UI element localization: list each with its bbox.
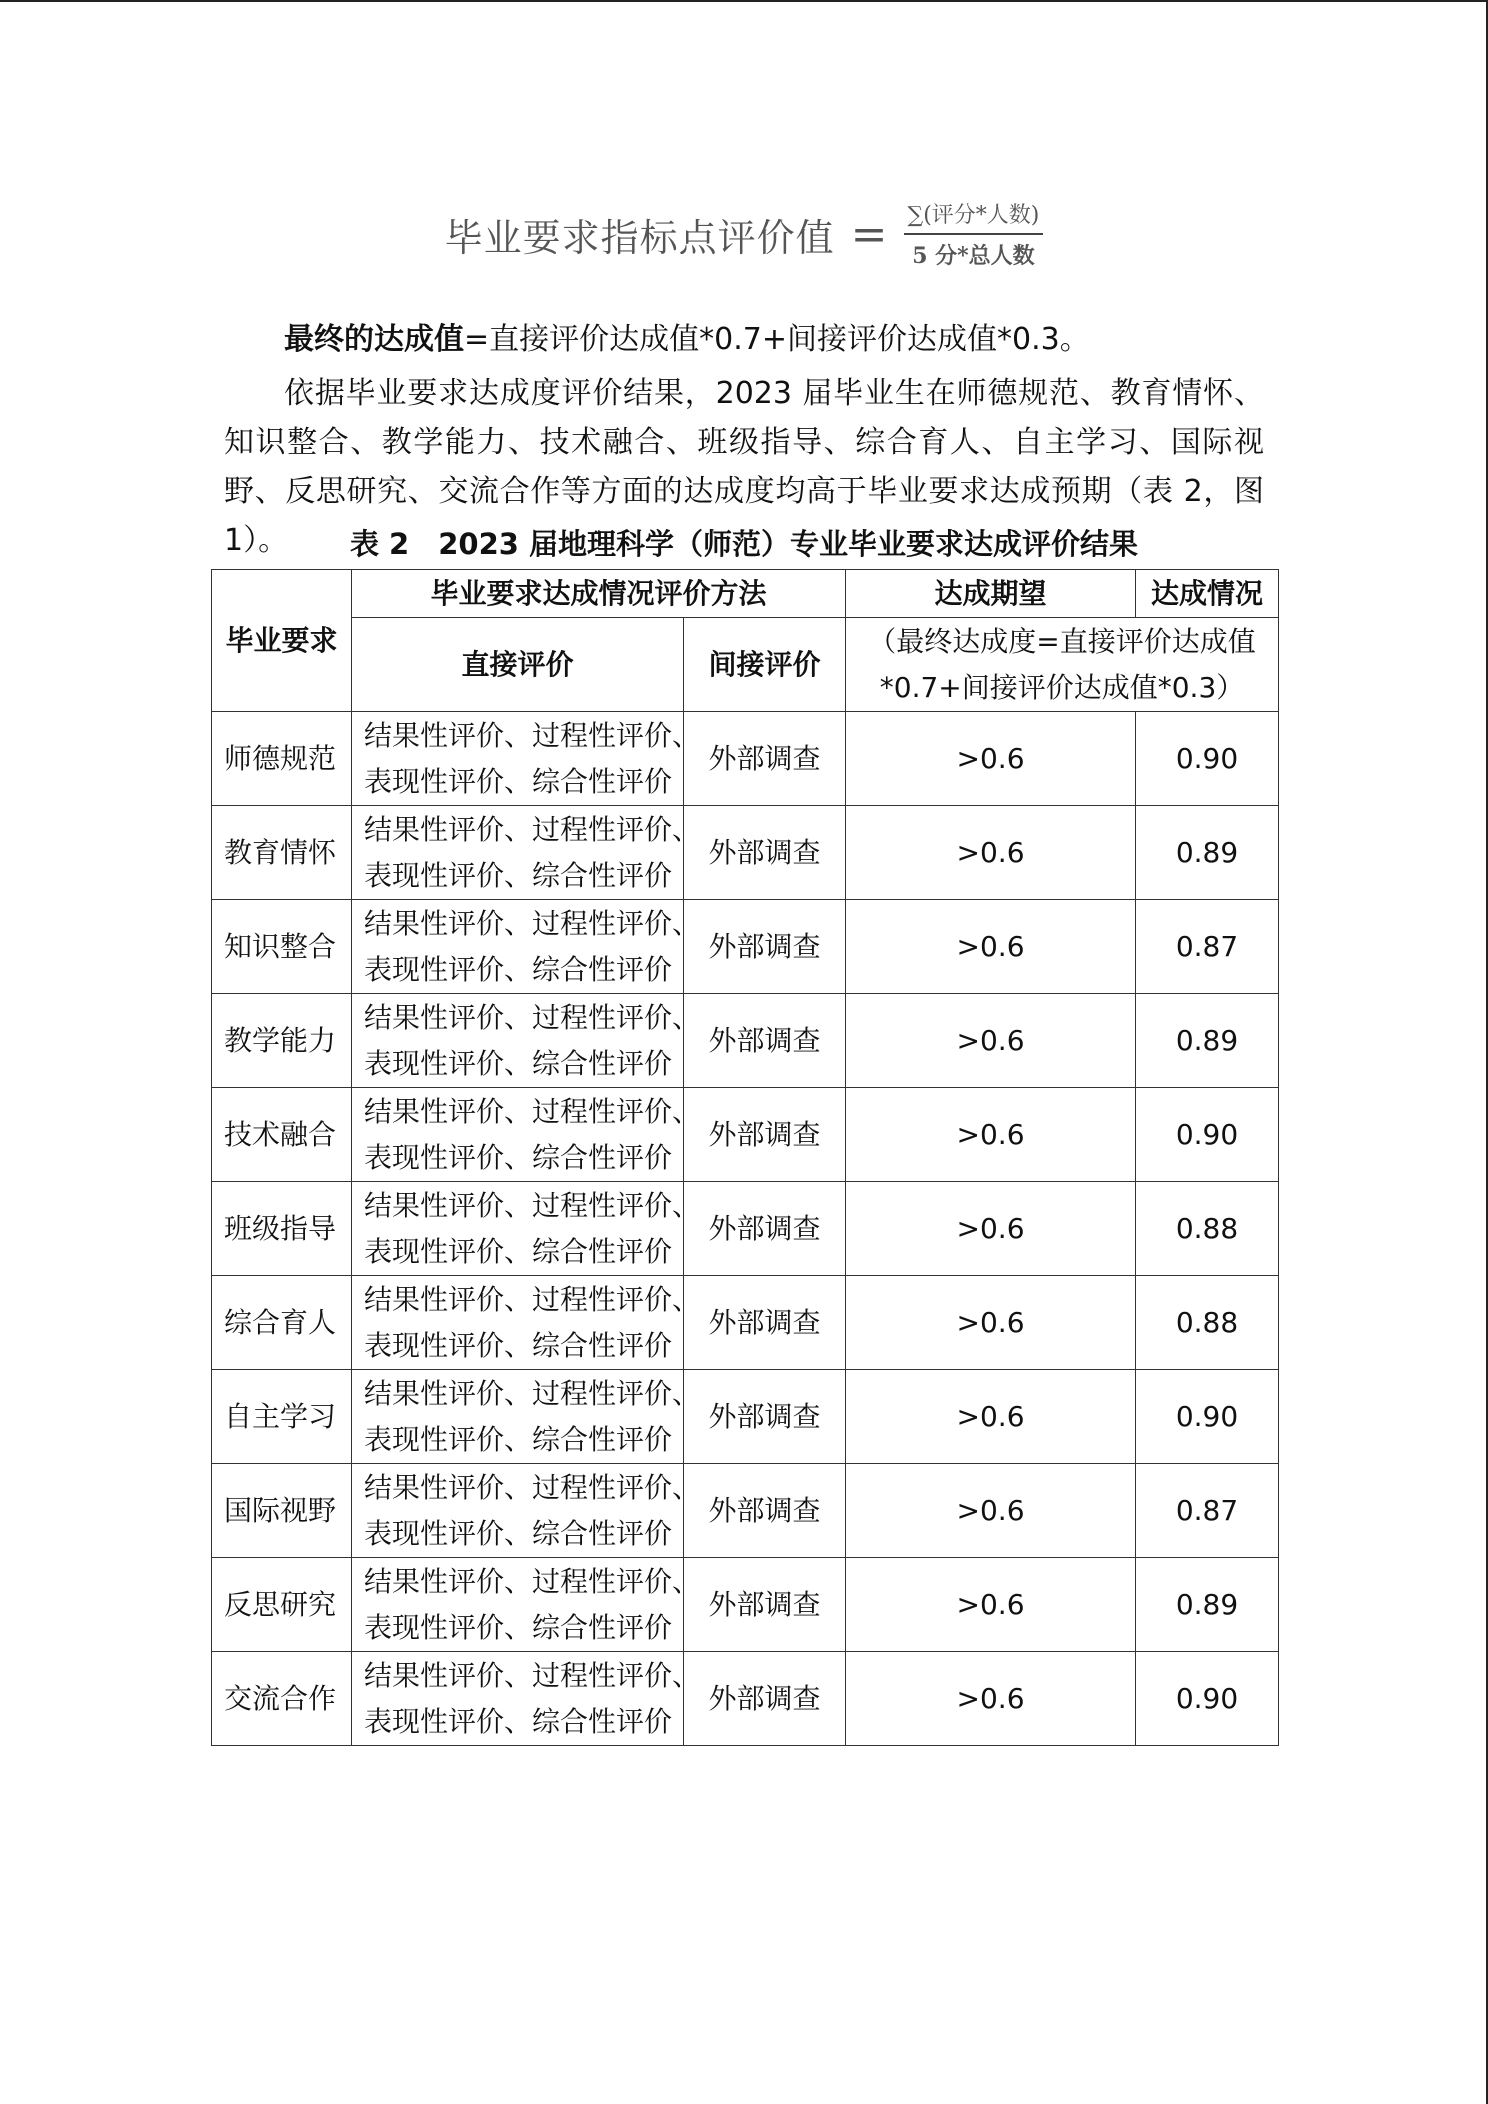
header-requirement: 毕业要求 — [212, 570, 352, 712]
direct-method-line: 结果性评价、过程性评价、 — [364, 1376, 701, 1410]
direct-method-line: 结果性评价、过程性评价、 — [364, 1282, 701, 1316]
table-row — [212, 1182, 1279, 1276]
indirect-method-cell: 外部调查 — [684, 1464, 846, 1558]
formula-fraction — [904, 198, 1044, 270]
indirect-method-cell: 外部调查 — [684, 1182, 846, 1276]
table-caption: 表 2 2023 届地理科学（师范）专业毕业要求达成评价结果 — [349, 527, 1139, 561]
requirement-cell: 师德规范 — [212, 712, 352, 806]
requirement-cell: 交流合作 — [212, 1652, 352, 1746]
direct-method-line: 表现性评价、综合性评价 — [364, 1234, 673, 1268]
status-cell: 0.90 — [1136, 1652, 1279, 1746]
table-row — [212, 1088, 1279, 1182]
direct-method-line: 结果性评价、过程性评价、 — [364, 906, 701, 940]
direct-method-line: 表现性评价、综合性评价 — [364, 1516, 673, 1550]
final-value-formula: =直接评价达成值*0.7+间接评价达成值*0.3。 — [464, 322, 1090, 357]
indirect-method-cell: 外部调查 — [684, 1276, 846, 1370]
expectation-cell: >0.6 — [846, 806, 1136, 900]
header-expectation: 达成期望 — [846, 570, 1136, 618]
direct-method-cell — [352, 806, 701, 900]
table-row — [212, 1652, 1279, 1746]
direct-method-line: 结果性评价、过程性评价、 — [364, 1470, 701, 1504]
final-value-paragraph — [224, 315, 1264, 364]
requirement-cell: 教育情怀 — [212, 806, 352, 900]
status-cell: 0.89 — [1136, 994, 1279, 1088]
direct-method-line: 表现性评价、综合性评价 — [364, 1140, 673, 1174]
formula-equals: = — [850, 208, 888, 260]
formula — [0, 198, 1488, 270]
direct-method-cell — [352, 1464, 701, 1558]
direct-method-line: 结果性评价、过程性评价、 — [364, 1658, 701, 1692]
requirement-cell: 国际视野 — [212, 1464, 352, 1558]
direct-method-line: 结果性评价、过程性评价、 — [364, 1094, 701, 1128]
direct-method-cell — [352, 712, 701, 806]
expectation-cell: >0.6 — [846, 1370, 1136, 1464]
status-cell: 0.87 — [1136, 900, 1279, 994]
indirect-method-cell: 外部调查 — [684, 994, 846, 1088]
status-cell: 0.89 — [1136, 806, 1279, 900]
expectation-cell: >0.6 — [846, 712, 1136, 806]
status-cell: 0.90 — [1136, 1370, 1279, 1464]
direct-method-cell — [352, 900, 701, 994]
status-cell: 0.89 — [1136, 1558, 1279, 1652]
requirement-cell: 技术融合 — [212, 1088, 352, 1182]
table-row — [212, 712, 1279, 806]
header-method-group: 毕业要求达成情况评价方法 — [352, 570, 846, 618]
direct-method-cell — [352, 1088, 701, 1182]
indirect-method-cell: 外部调查 — [684, 712, 846, 806]
direct-method-cell — [352, 1182, 701, 1276]
direct-method-line: 表现性评价、综合性评价 — [364, 1610, 673, 1644]
expectation-cell: >0.6 — [846, 1276, 1136, 1370]
table-row — [212, 1464, 1279, 1558]
status-cell: 0.90 — [1136, 1088, 1279, 1182]
status-cell: 0.87 — [1136, 1464, 1279, 1558]
requirement-cell: 知识整合 — [212, 900, 352, 994]
direct-method-line: 结果性评价、过程性评价、 — [364, 1000, 701, 1034]
table-body — [212, 712, 1279, 1746]
direct-method-line: 表现性评价、综合性评价 — [364, 1328, 673, 1362]
direct-method-line: 表现性评价、综合性评价 — [364, 1046, 673, 1080]
header-indirect: 间接评价 — [684, 618, 846, 712]
header-direct: 直接评价 — [352, 618, 684, 712]
indirect-method-cell: 外部调查 — [684, 806, 846, 900]
table-row — [212, 1558, 1279, 1652]
table-row — [212, 994, 1279, 1088]
direct-method-line: 表现性评价、综合性评价 — [364, 764, 673, 798]
requirement-cell: 反思研究 — [212, 1558, 352, 1652]
direct-method-line: 表现性评价、综合性评价 — [364, 1422, 673, 1456]
direct-method-line: 表现性评价、综合性评价 — [364, 858, 673, 892]
header-note-line1: （最终达成度=直接评价达成值 — [868, 624, 1256, 658]
final-value-label: 最终的达成值 — [284, 322, 464, 357]
expectation-cell: >0.6 — [846, 994, 1136, 1088]
direct-method-cell — [352, 994, 701, 1088]
expectation-cell: >0.6 — [846, 1182, 1136, 1276]
status-cell: 0.88 — [1136, 1276, 1279, 1370]
evaluation-paragraph: 依据毕业要求达成度评价结果，2023 届毕业生在师德规范、教育情怀、知识整合、教学能力、技术融合、班级指导、综合育人、自主学习、国际视野、反思研究、交流合作等方面的达成度均高于毕业要求达成预期（表 2，图 1）。 — [224, 376, 1264, 558]
formula-lhs: 毕业要求指标点评价值 — [444, 215, 835, 260]
evaluation-table — [211, 569, 1279, 1746]
indirect-method-cell: 外部调查 — [684, 1370, 846, 1464]
direct-method-cell — [352, 1652, 701, 1746]
header-note — [846, 618, 1279, 712]
formula-numerator: ∑(评分*人数) — [907, 203, 1040, 228]
requirement-cell: 班级指导 — [212, 1182, 352, 1276]
direct-method-line: 表现性评价、综合性评价 — [364, 952, 673, 986]
status-cell: 0.88 — [1136, 1182, 1279, 1276]
direct-method-line: 结果性评价、过程性评价、 — [364, 1188, 701, 1222]
expectation-cell: >0.6 — [846, 1464, 1136, 1558]
header-status: 达成情况 — [1136, 570, 1279, 618]
indirect-method-cell: 外部调查 — [684, 1652, 846, 1746]
requirement-cell: 教学能力 — [212, 994, 352, 1088]
indirect-method-cell: 外部调查 — [684, 1558, 846, 1652]
requirement-cell: 综合育人 — [212, 1276, 352, 1370]
expectation-cell: >0.6 — [846, 900, 1136, 994]
direct-method-line: 表现性评价、综合性评价 — [364, 1704, 673, 1738]
header-note-line2: *0.7+间接评价达成值*0.3） — [879, 670, 1245, 704]
direct-method-line: 结果性评价、过程性评价、 — [364, 718, 701, 752]
direct-method-cell — [352, 1558, 701, 1652]
indirect-method-cell: 外部调查 — [684, 1088, 846, 1182]
table-row — [212, 1370, 1279, 1464]
direct-method-line: 结果性评价、过程性评价、 — [364, 812, 701, 846]
table-row — [212, 1276, 1279, 1370]
expectation-cell: >0.6 — [846, 1558, 1136, 1652]
formula-denominator: 5 分*总人数 — [912, 243, 1035, 269]
status-cell: 0.90 — [1136, 712, 1279, 806]
indirect-method-cell: 外部调查 — [684, 900, 846, 994]
table-row — [212, 900, 1279, 994]
expectation-cell: >0.6 — [846, 1652, 1136, 1746]
expectation-cell: >0.6 — [846, 1088, 1136, 1182]
requirement-cell: 自主学习 — [212, 1370, 352, 1464]
direct-method-line: 结果性评价、过程性评价、 — [364, 1564, 701, 1598]
direct-method-cell — [352, 1370, 701, 1464]
direct-method-cell — [352, 1276, 701, 1370]
table-row — [212, 806, 1279, 900]
